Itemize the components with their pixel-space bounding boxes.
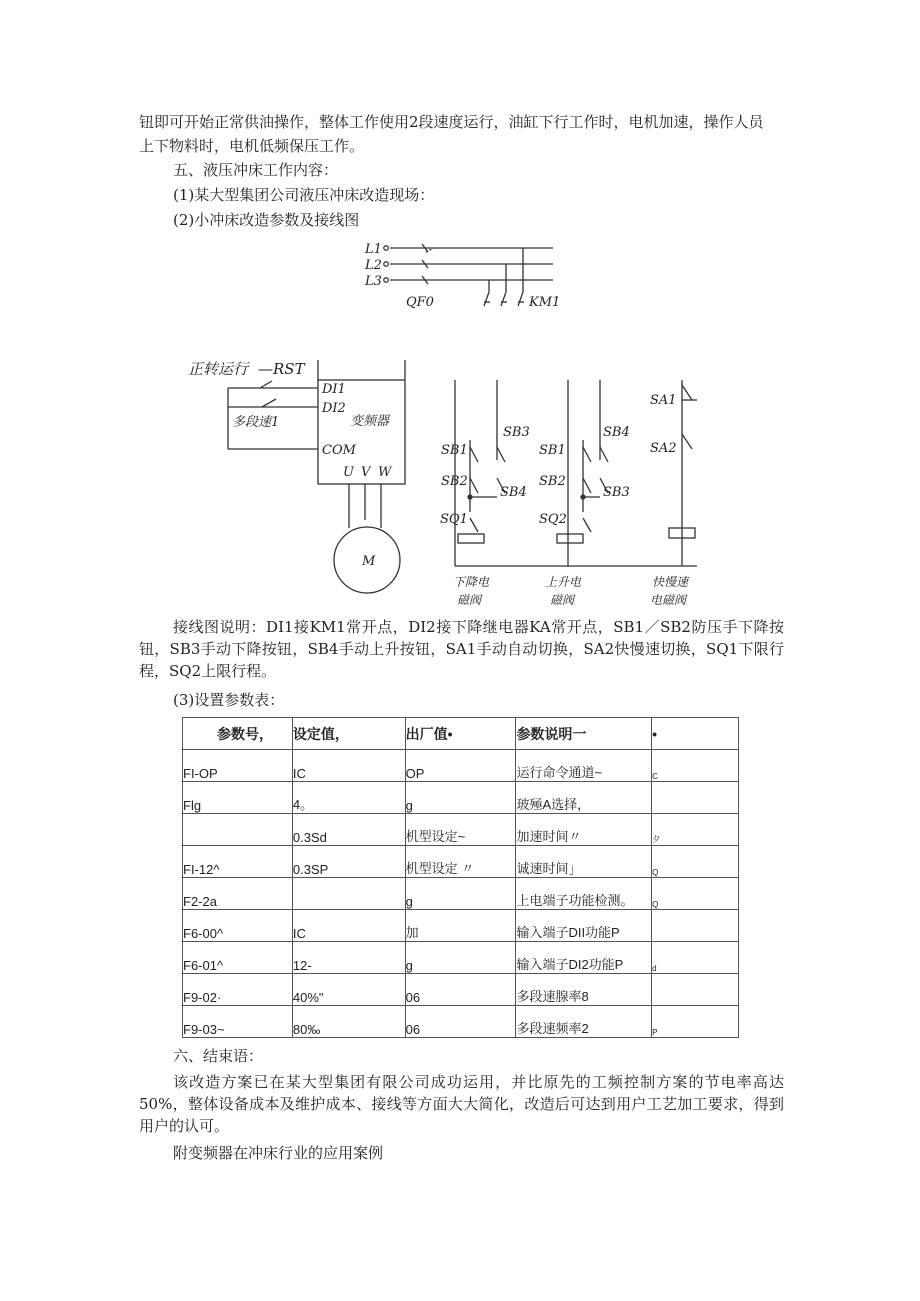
label-sb2-a: SB2 — [441, 474, 468, 489]
header-cell: 参数说明一 — [516, 718, 652, 750]
table-cell: 加 — [405, 910, 516, 942]
subsection-1: (1)某大型集团公司液压冲床改造现场： — [173, 186, 435, 204]
label-down-valve: 下降电 — [453, 575, 490, 589]
section-heading-5: 五、液压冲床工作内容： — [173, 161, 339, 179]
table-cell: 加速时间〃 — [516, 814, 652, 846]
label-inverter: 变频器 — [350, 414, 390, 429]
label-down-valve-2: 磁阀 — [457, 593, 482, 607]
label-u: U — [343, 465, 354, 480]
label-sa2: SA2 — [650, 441, 677, 456]
table-cell: 机型设定 〃 — [405, 846, 516, 878]
table-row — [183, 750, 739, 782]
label-forward-run: 正转运行 — [188, 360, 249, 378]
label-sq1: SQ1 — [440, 512, 468, 527]
table-cell: 06 — [405, 1006, 516, 1038]
label-sb1-a: SB1 — [441, 443, 468, 458]
wiring-diagram — [0, 230, 920, 610]
header-cell: 参数号， — [183, 718, 293, 750]
table-cell: F6-01^ — [183, 942, 293, 974]
label-v: V — [361, 465, 371, 480]
paragraph-line: 上下物料时，电机低频保压工作。 — [139, 137, 365, 155]
table-cell: 06 — [405, 974, 516, 1006]
label-com: COM — [322, 443, 356, 458]
table-cell: 玻殛A选择， — [516, 782, 652, 814]
paragraph-line: 钮即可开始正常供油操作，整体工作使用2段速度运行，油缸下行工作时，电机加速，操作人员 — [139, 113, 764, 131]
table-cell: F6-00^ — [183, 910, 293, 942]
label-sa1: SA1 — [650, 393, 677, 408]
table-cell: g — [405, 878, 516, 910]
table-cell: 多段速腺率8 — [516, 974, 652, 1006]
table-cell: C — [652, 750, 739, 782]
label-motor: M — [362, 554, 376, 569]
label-di1: DI1 — [322, 382, 346, 397]
table-cell: IC — [292, 910, 405, 942]
label-up-valve-2: 磁阀 — [550, 593, 575, 607]
table-row — [183, 878, 739, 910]
table-cell: 80‰ — [292, 1006, 405, 1038]
table-cell: FI-12^ — [183, 846, 293, 878]
label-l3: L3 — [365, 274, 382, 289]
table-cell: Q — [652, 878, 739, 910]
subsection-3: (3)设置参数表： — [173, 691, 285, 709]
table-cell: 输入端子DI2功能P — [516, 942, 652, 974]
table-cell: 夕 — [652, 814, 739, 846]
table-cell: 输入端子DII功能P — [516, 910, 652, 942]
label-di2: DI2 — [322, 401, 346, 416]
table-row — [183, 910, 739, 942]
table-cell: F2-2a — [183, 878, 293, 910]
label-km1: KM1 — [529, 295, 561, 310]
label-sb1-b: SB1 — [539, 443, 566, 458]
table-cell: F9-02· — [183, 974, 293, 1006]
table-row — [183, 1006, 739, 1038]
subsection-2: (2)小冲床改造参数及接线图 — [173, 211, 360, 229]
header-cell: 出厂值• — [405, 718, 516, 750]
label-w: W — [378, 465, 392, 480]
table-row — [183, 782, 739, 814]
label-rst: —RST — [258, 360, 305, 378]
label-l2: L2 — [365, 258, 382, 273]
table-cell: 上电端子功能检测。 — [516, 878, 652, 910]
table-cell: P — [652, 1006, 739, 1038]
table-cell: 机型设定~ — [405, 814, 516, 846]
conclusion-paragraph: 该改造方案已在某大型集团有限公司成功运用，并比原先的工频控制方案的节电率高达50%，整体设备成本及维护成本、接线等方面大大简化，改造后可达到用户工艺加工要求，得到用户的认可。 — [139, 1073, 784, 1135]
label-sb2-b: SB2 — [539, 474, 566, 489]
table-cell: 多段速频率2 — [516, 1006, 652, 1038]
table-cell: 0.3Sd — [292, 814, 405, 846]
label-speed-valve-2: 电磁阀 — [650, 593, 687, 607]
label-sb3-a: SB3 — [503, 425, 530, 440]
table-cell: g — [405, 942, 516, 974]
table-cell: g — [405, 782, 516, 814]
table-cell — [652, 974, 739, 1006]
table-row — [183, 974, 739, 1006]
table-cell — [292, 878, 405, 910]
table-cell — [652, 910, 739, 942]
table-cell: Q — [652, 846, 739, 878]
table-row — [183, 846, 739, 878]
label-l1: L1 — [365, 242, 382, 257]
label-sb4-a: SB4 — [500, 485, 527, 500]
table-cell: FI-OP — [183, 750, 293, 782]
table-cell: 诚速时间」 — [516, 846, 652, 878]
appendix-line: 附变频器在冲床行业的应用案例 — [173, 1144, 384, 1162]
table-cell — [183, 814, 293, 846]
label-sb3-b: SB3 — [603, 485, 630, 500]
table-header-row — [183, 718, 739, 750]
header-cell: 设定值， — [292, 718, 405, 750]
table-cell: Flg — [183, 782, 293, 814]
table-row — [183, 814, 739, 846]
table-cell: 运行命令通道~ — [516, 750, 652, 782]
wiring-note: 接线图说明：DI1接KM1常开点，DI2接下降继电器KA常开点，SB1／SB2防压手下降按钮，SB3手动下降按钮，SB4手动上升按钮，SA1手动自动切换，SA2快慢速切换，SQ1下限行程，SQ2上限行程。 — [139, 618, 784, 680]
table-cell: 12- — [292, 942, 405, 974]
table-row — [183, 942, 739, 974]
table-cell — [652, 782, 739, 814]
table-cell: 4。 — [292, 782, 405, 814]
parameter-table — [182, 717, 739, 1038]
section-heading-6: 六、结束语： — [173, 1047, 264, 1065]
table-cell: d — [652, 942, 739, 974]
table-cell: 0.3SP — [292, 846, 405, 878]
label-sb4-b: SB4 — [603, 425, 630, 440]
table-cell: OP — [405, 750, 516, 782]
label-qf0: QF0 — [406, 295, 434, 310]
table-cell: IC — [292, 750, 405, 782]
table-cell: 40%" — [292, 974, 405, 1006]
table-cell: F9-03~ — [183, 1006, 293, 1038]
label-sq2: SQ2 — [539, 512, 567, 527]
label-up-valve: 上升电 — [545, 575, 582, 589]
label-multispeed: 多段速1 — [232, 415, 280, 430]
label-speed-valve: 快慢速 — [652, 575, 689, 589]
header-cell: • — [652, 718, 739, 750]
